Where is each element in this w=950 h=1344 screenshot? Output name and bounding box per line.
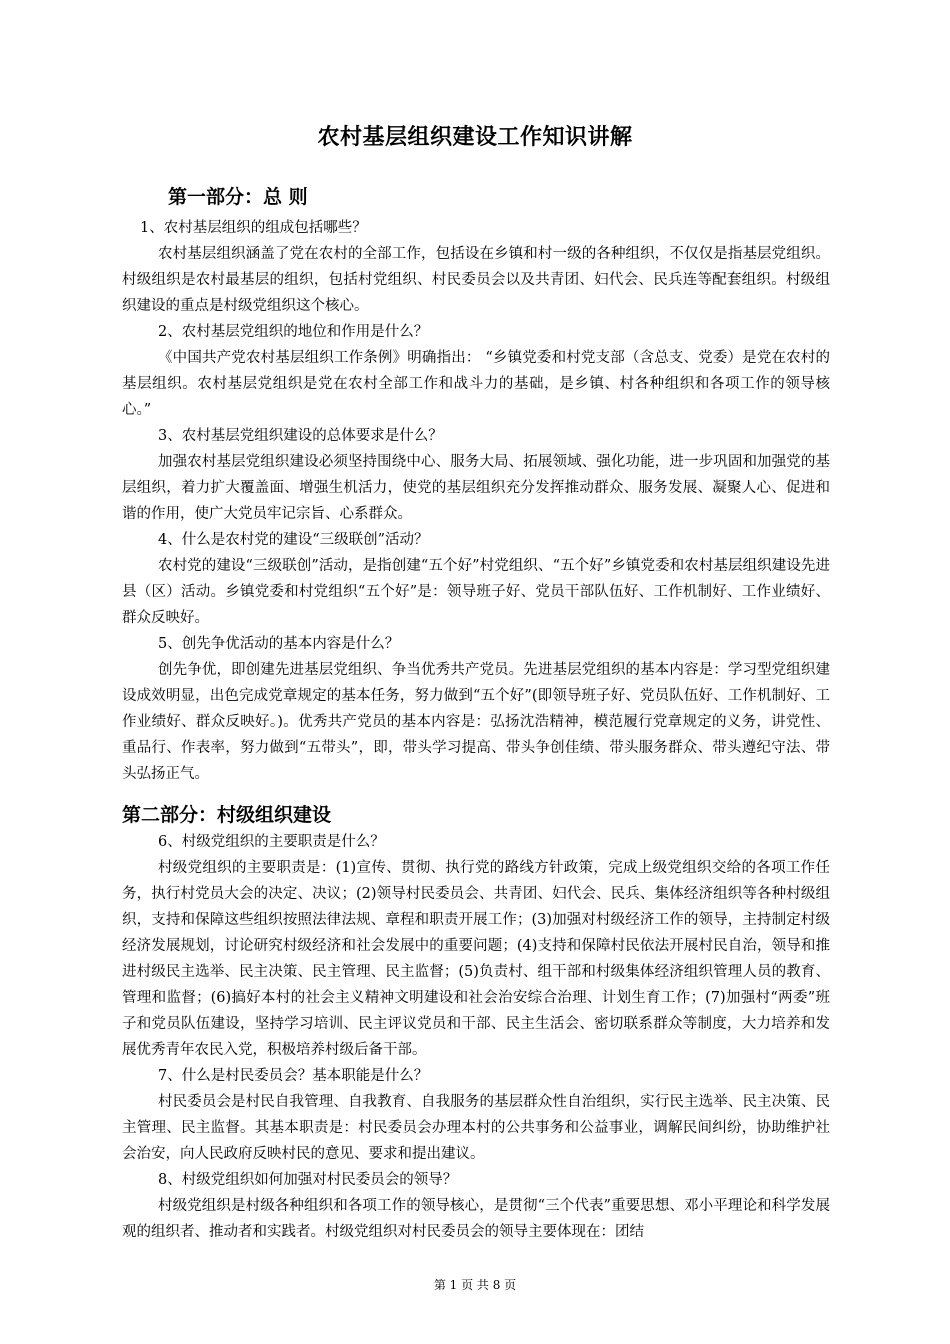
document-title: 农村基层组织建设工作知识讲解 bbox=[317, 125, 633, 150]
answer-7: 村民委员会是村民自我管理、自我教育、自我服务的基层群众性自治组织，实行民主选举、民主决策、民主管理、民主监督。其基本职责是：村民委员会办理本村的公共事务和公益事业，调解民间纠纷，协助维护社会治安，向人民政府反映村民的意见、要求和提出建议。 bbox=[122, 1094, 830, 1162]
section-heading-part1: 第一部分：总 则 bbox=[168, 186, 308, 208]
answer-2: 《中国共产党农村基层组织工作条例》明确指出： “乡镇党委和村党支部（含总支、党委）是党在农村的基层组织。农村基层党组织是党在农村全部工作和战斗力的基础，是乡镇、村各种组织和各项工作的领导核心。” bbox=[122, 350, 830, 418]
question-2: 2、农村基层党组织的地位和作用是什么？ bbox=[158, 324, 429, 340]
section-heading-part2: 第二部分：村级组织建设 bbox=[122, 804, 332, 826]
question-3: 3、农村基层党组织建设的总体要求是什么？ bbox=[158, 428, 443, 444]
question-4: 4、什么是农村党的建设“三级联创”活动？ bbox=[158, 532, 429, 548]
question-7: 7、什么是村民委员会？基本职能是什么？ bbox=[158, 1068, 429, 1084]
question-5: 5、创先争优活动的基本内容是什么？ bbox=[158, 636, 400, 652]
question-6: 6、村级党组织的主要职责是什么？ bbox=[158, 834, 385, 850]
answer-1: 农村基层组织涵盖了党在农村的全部工作，包括设在乡镇和村一级的各种组织，不仅仅是指基层党组织。村级组织是农村最基层的组织，包括村党组织、村民委员会以及共青团、妇代会、民兵连等配套组织。村级组织建设的重点是村级党组织这个核心。 bbox=[122, 246, 830, 314]
question-8: 8、村级党组织如何加强对村民委员会的领导？ bbox=[158, 1172, 458, 1188]
answer-4: 农村党的建设“三级联创”活动，是指创建“五个好”村党组织、“五个好”乡镇党委和农村基层组织建设先进县（区）活动。乡镇党委和村党组织“五个好”是：领导班子好、党员干部队伍好、工作机制好、工作业绩好、群众反映好。 bbox=[122, 558, 830, 626]
question-1: 1、农村基层组织的组成包括哪些？ bbox=[140, 220, 367, 236]
answer-3: 加强农村基层党组织建设必须坚持围绕中心、服务大局、拓展领域、强化功能，进一步巩固和加强党的基层组织，着力扩大覆盖面、增强生机活力，使党的基层组织充分发挥推动群众、服务发展、凝聚人心、促进和谐的作用，使广大党员牢记宗旨、心系群众。 bbox=[122, 454, 830, 522]
page-footer: 第 1 页 共 8 页 bbox=[433, 1278, 517, 1292]
answer-8: 村级党组织是村级各种组织和各项工作的领导核心，是贯彻“三个代表”重要思想、邓小平理论和科学发展观的组织者、推动者和实践者。村级党组织对村民委员会的领导主要体现在：团结 bbox=[122, 1198, 830, 1240]
answer-5: 创先争优，即创建先进基层党组织、争当优秀共产党员。先进基层党组织的基本内容是：学习型党组织建设成效明显，出色完成党章规定的基本任务，努力做到“五个好”(即领导班子好、党员队伍好、工作机制好、工作业绩好、群众反映好。)。优秀共产党员的基本内容是：弘扬沈浩精神，模范履行党章规定的义务，讲党性、重品行、作表率，努力做到“五带头”，即，带头学习提高、带头争创佳绩、带头服务群众、带头遵纪守法、带头弘扬正气。 bbox=[122, 662, 830, 782]
answer-6: 村级党组织的主要职责是：(1)宣传、贯彻、执行党的路线方针政策，完成上级党组织交给的各项工作任务，执行村党员大会的决定、决议；(2)领导村民委员会、共青团、妇代会、民兵、集体经济组织等各种村级组织，支持和保障这些组织按照法律法规、章程和职责开展工作；(3)加强对村级经济工作的领导，主持制定村级经济发展规划，讨论研究村级经济和社会发展中的重要问题；(4)支持和保障村民依法开展村民自治，领导和推进村级民主选举、民主决策、民主管理、民主监督；(5)负责村、组干部和村级集体经济组织管理人员的教育、管理和监督；(6)搞好本村的社会主义精神文明建设和社会治安综合治理、计划生育工作；(7)加强村“两委”班子和党员队伍建设，坚持学习培训、民主评议党员和干部、民主生活会、密切联系群众等制度，大力培养和发展优秀青年农民入党，积极培养村级后备干部。 bbox=[122, 860, 830, 1058]
document-body bbox=[122, 183, 830, 1245]
